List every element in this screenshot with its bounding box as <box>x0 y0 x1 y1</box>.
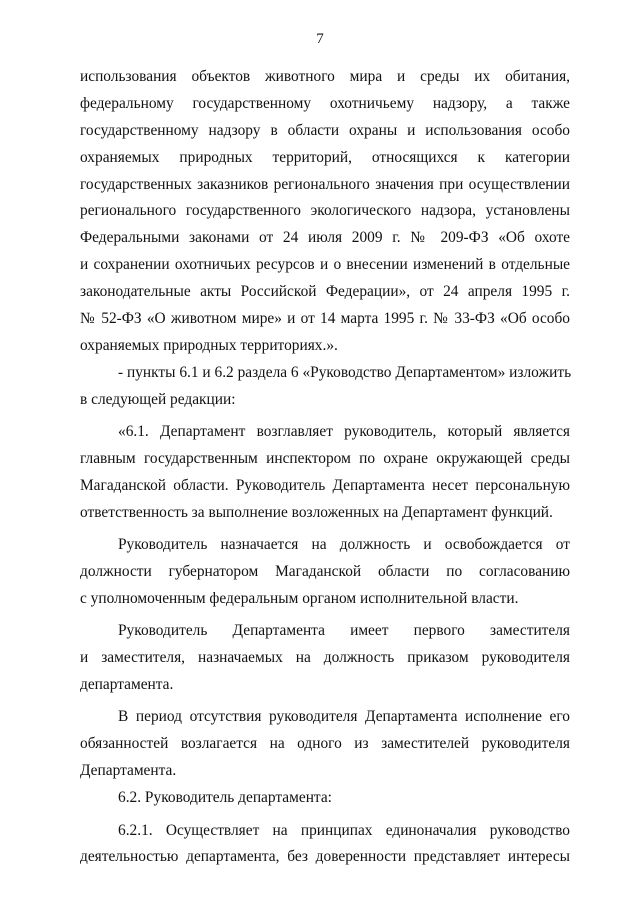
text-line: государственному надзору в области охраны и использования особо <box>80 121 570 139</box>
text-line: главным государственным инспектором по охране окружающей среды <box>80 449 570 467</box>
text-line: 6.2.1. Осуществляет на принципах единоначалия руководство <box>118 821 570 839</box>
text-line: и сохранении охотничьих ресурсов и о внесении изменений в отдельные <box>80 256 570 274</box>
text-line: «6.1. Департамент возглавляет руководитель, который является <box>118 423 570 441</box>
text-line: законодательные акты Российской Федерации», от 24 апреля 1995 г. <box>80 283 570 301</box>
text-line: Департамента. <box>80 762 177 780</box>
text-line: ответственность за выполнение возложенных на Департамент функций. <box>80 503 553 521</box>
text-line: и заместителя, назначаемых на должность приказом руководителя <box>80 649 570 667</box>
text-line: государственных заказников регионального значения при осуществлении <box>80 175 570 193</box>
text-line: Руководитель Департамента имеет первого заместителя <box>118 622 570 640</box>
text-line: федеральному государственному охотничьему надзору, а также <box>80 94 570 112</box>
text-line: в следующей редакции: <box>80 390 236 408</box>
text-line: № 52-ФЗ «О животном мире» и от 14 марта 1995 г. № 33-ФЗ «Об особо <box>80 310 570 328</box>
text-line: 6.2. Руководитель департамента: <box>118 789 332 807</box>
text-line: использования объектов животного мира и среды их обитания, <box>80 68 570 85</box>
text-line: Руководитель назначается на должность и освобождается от <box>118 536 570 554</box>
text-line: с уполномоченным федеральным органом исполнительной власти. <box>80 589 519 607</box>
text-line: должности губернатором Магаданской области по согласованию <box>80 563 570 581</box>
text-line: деятельностью департамента, без доверенности представляет интересы <box>80 848 570 866</box>
page-number: 7 <box>316 31 324 47</box>
text-line: департамента. <box>80 676 174 694</box>
text-line: Федеральными законами от 24 июля 2009 г. № 209-ФЗ «Об охоте <box>80 229 570 247</box>
text-line: В период отсутствия руководителя Департамента исполнение его <box>118 708 570 726</box>
text-line: регионального государственного экологического надзора, установлены <box>80 202 570 220</box>
text-line: охраняемых природных территорий, относящихся к категории <box>80 148 570 166</box>
text-line: охраняемых природных территориях.». <box>80 336 338 354</box>
text-line: обязанностей возлагается на одного из заместителей руководителя <box>80 735 570 753</box>
text-line: - пункты 6.1 и 6.2 раздела 6 «Руководство Департаментом» изложить <box>118 363 572 381</box>
document-body <box>80 64 570 871</box>
text-line: Магаданской области. Руководитель Департамента несет персональную <box>80 476 570 494</box>
